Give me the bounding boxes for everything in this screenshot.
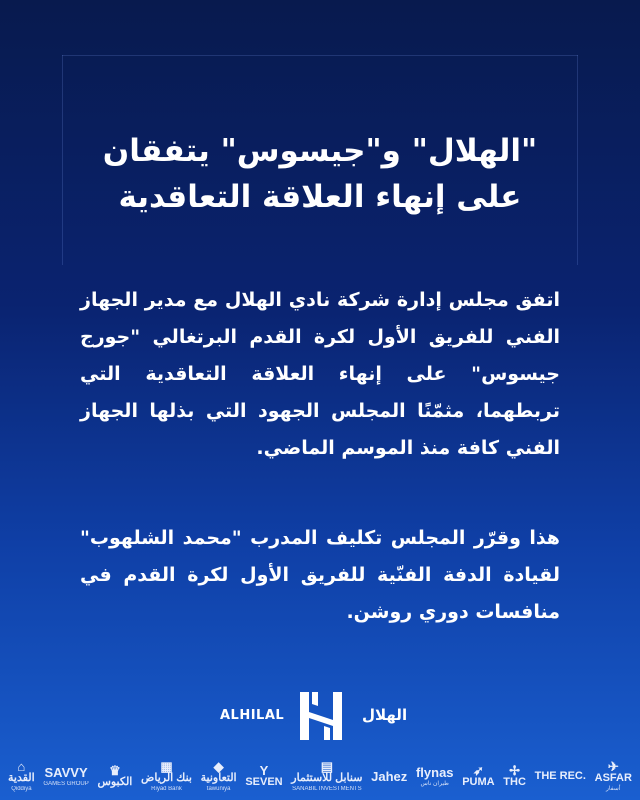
decorative-frame-right: [577, 55, 578, 265]
decorative-frame-top: [62, 55, 578, 56]
sponsor-puma: ➶ PUMA: [462, 763, 495, 788]
headline-line-1: "الهلال" و"جيسوس" يتفقان: [102, 133, 538, 169]
asfar-icon: ✈: [607, 759, 619, 774]
sponsor-flynas: flynas طيران ناس: [415, 764, 454, 787]
sponsor-tawuniya: ◆ التعاونية tawuniya: [200, 759, 237, 792]
club-name-ar: الهلال: [362, 706, 408, 724]
sponsor-riyad-bank: ▦ بنك الرياض Riyad Bank: [141, 759, 192, 792]
tawuniya-icon: ◆: [213, 759, 224, 774]
alhilal-logo-icon: [292, 686, 350, 746]
seven-icon: Y: [259, 763, 269, 778]
qiddiya-icon: ⌂: [17, 759, 26, 774]
sponsor-savvy: SAVVY GAMES GROUP: [43, 764, 89, 787]
decorative-frame-left: [62, 55, 63, 265]
paragraph-contract-termination: اتفق مجلس إدارة شركة نادي الهلال مع مدير الجهاز الفني للفريق الأول لكرة القدم البرتغالي "جورج جيسوس" على إنهاء العلاقة التعاقدية التي تربطهما، مثمّنًا المجلس الجهود التي بذلها الجهاز الفني كافة منذ الموسم الماضي.: [80, 289, 560, 459]
riyad-bank-icon: ▦: [160, 759, 173, 774]
sponsor-sanabil: ▤ سنابل للاستثمار SANABIL INVESTMENTS: [291, 759, 363, 792]
headline: [70, 128, 570, 220]
sponsor-jahez: Jahez: [371, 768, 408, 784]
sanabil-icon: ▤: [320, 759, 334, 774]
club-name-en: ALHILAL: [220, 708, 285, 723]
sponsor-the-rec: THE REC.: [534, 769, 586, 782]
headline-line-2: على إنهاء العلاقة التعاقدية: [118, 179, 522, 215]
sponsor-seven: Y SEVEN: [245, 763, 283, 788]
sponsor-qiddiya: ⌂ القدية Qiddiya: [8, 759, 35, 792]
alkaboos-icon: ♛: [109, 763, 121, 778]
sponsor-asfar: ✈ ASFAR أسفار: [594, 759, 632, 792]
thc-icon: ✢: [509, 763, 521, 778]
puma-icon: ➶: [472, 763, 484, 778]
paragraph-interim-coach: هذا وقرّر المجلس تكليف المدرب "محمد الشلهوب" لقيادة الدفة الفنّية للفريق الأول لكرة القدم في منافسات دوري روشن.: [80, 527, 560, 623]
sponsor-alkaboos: ♛ الكبوس: [97, 763, 133, 788]
club-brand: [0, 682, 640, 752]
sponsor-strip: [8, 756, 632, 796]
sponsor-thc: ✢ THC: [503, 763, 526, 788]
